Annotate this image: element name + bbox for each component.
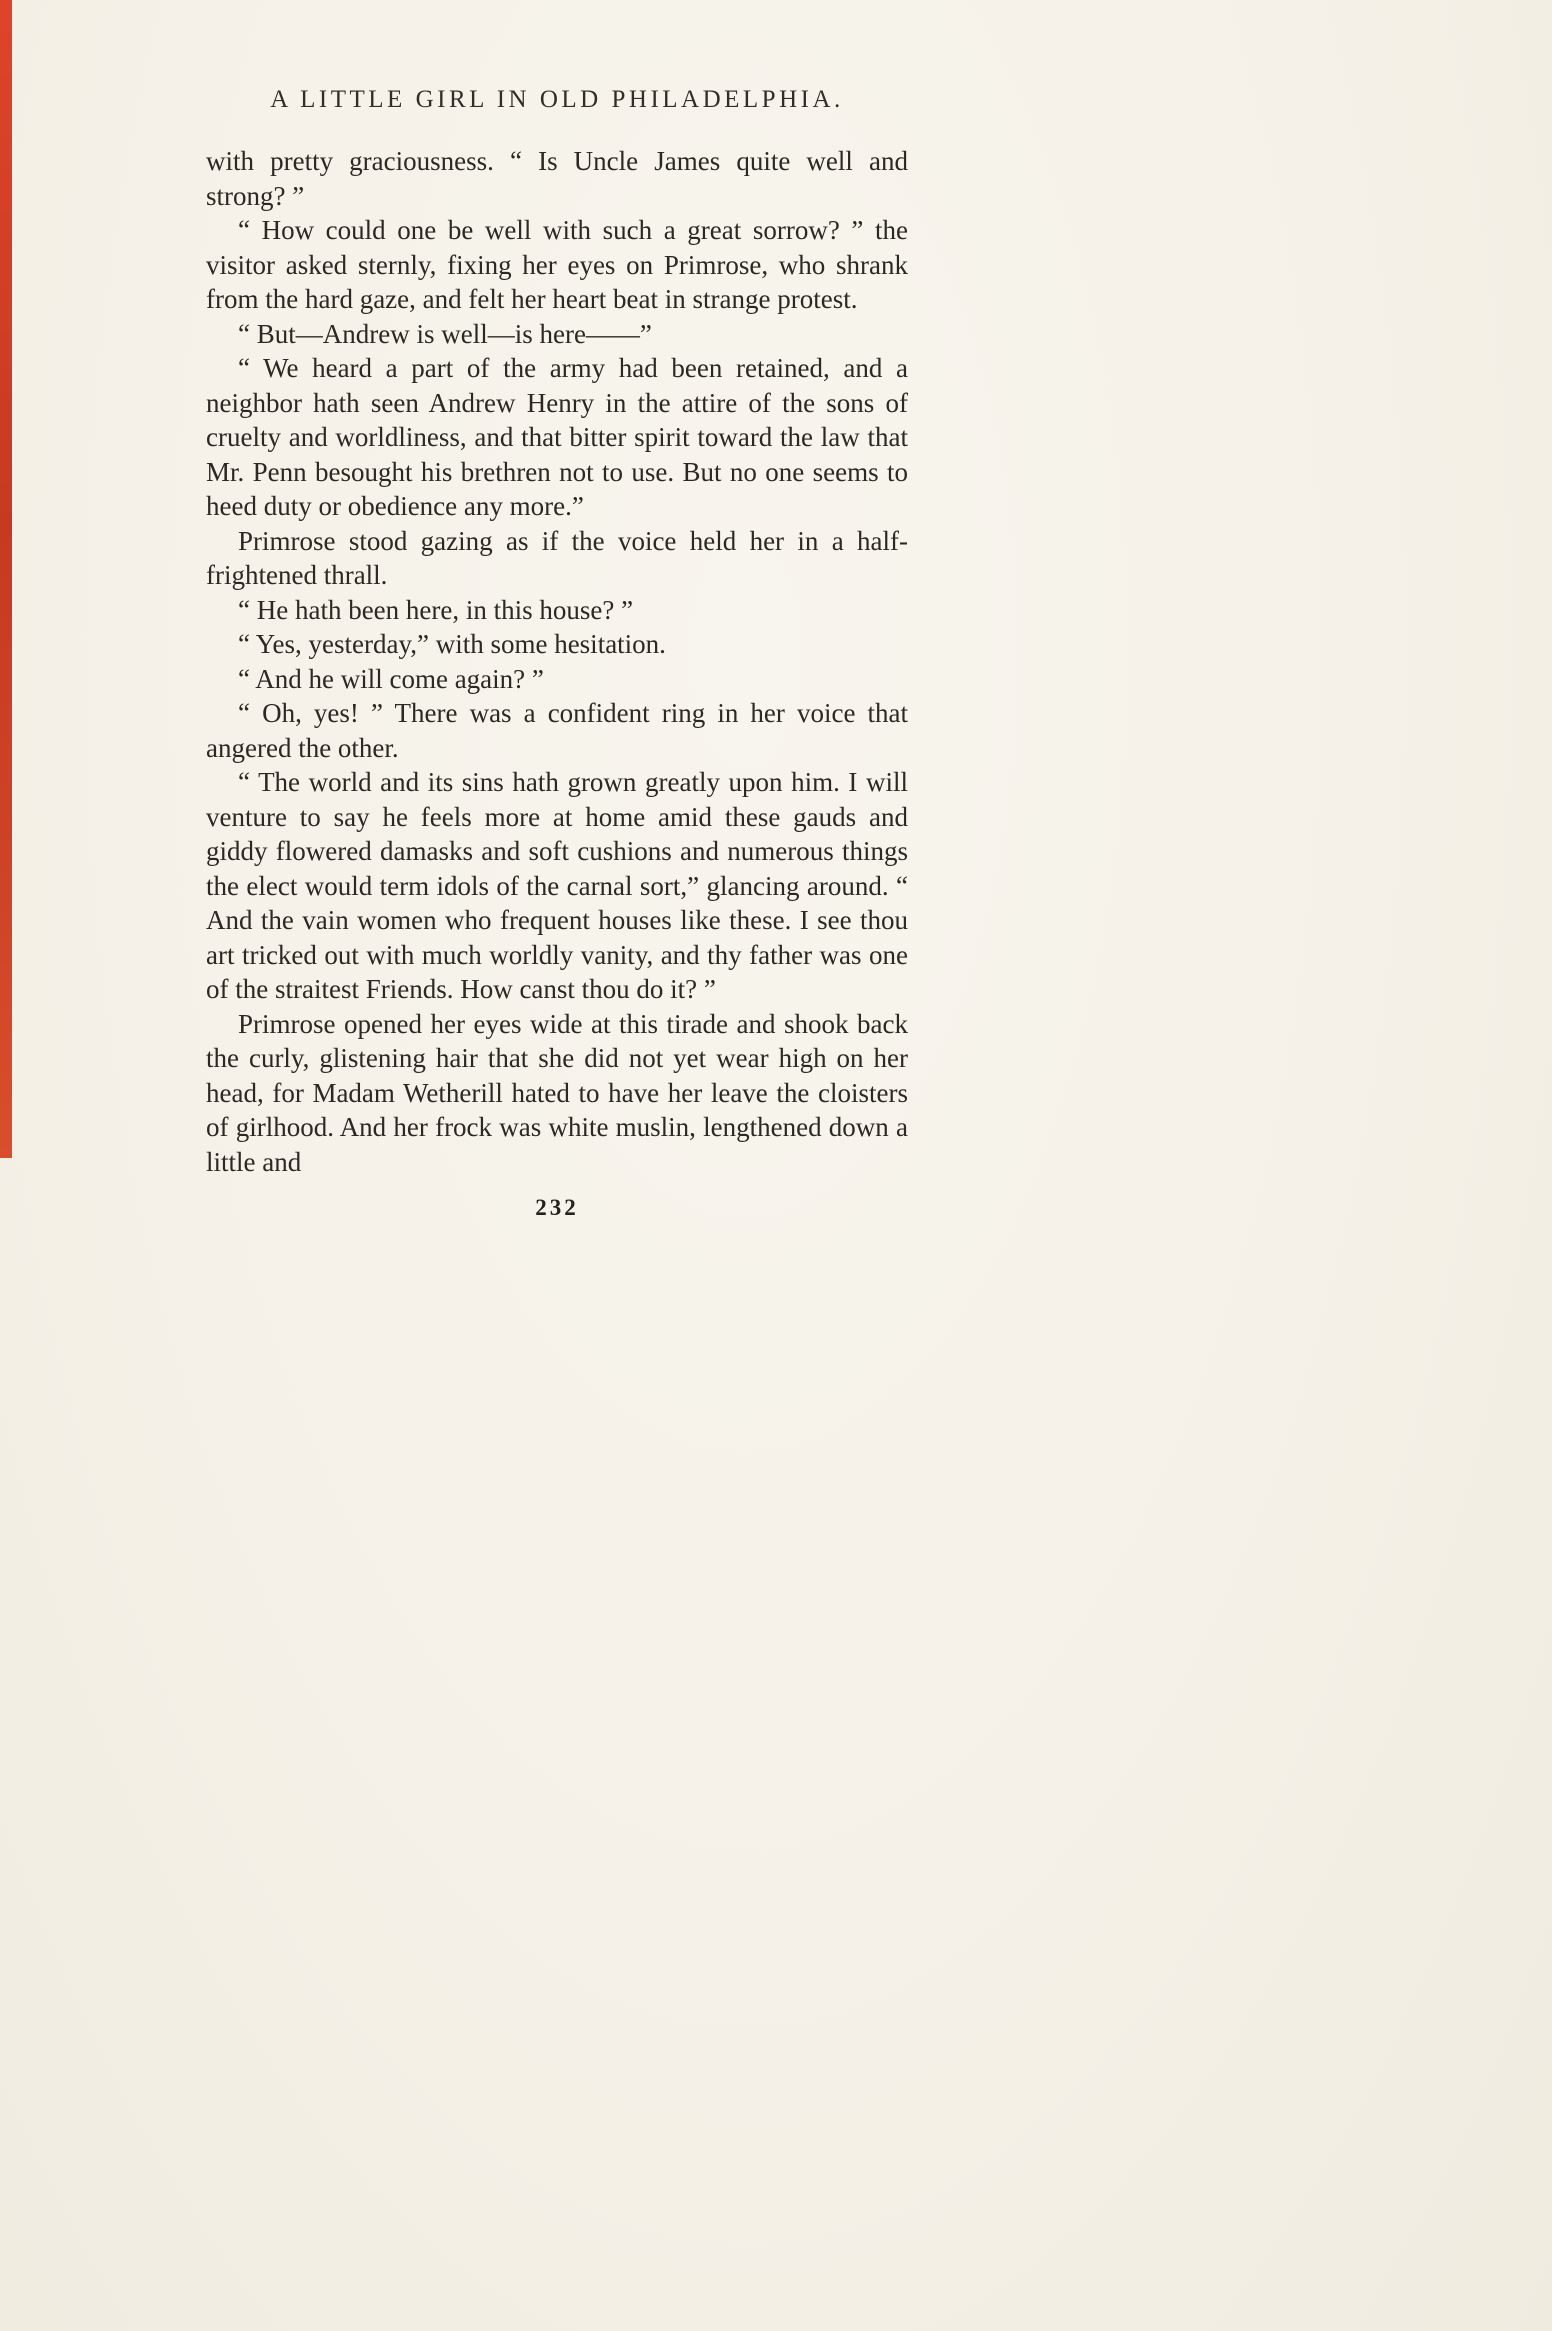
paragraph: “ Yes, yesterday,” with some hesitation. [238, 629, 666, 659]
book-page [206, 86, 908, 1221]
paragraph: “ And he will come again? ” [238, 663, 544, 694]
page-number: 232 [535, 1195, 579, 1220]
paragraph: with pretty graciousness. “ Is Uncle James quite well and strong? ” [206, 146, 908, 211]
paragraph: “ Oh, yes! ” There was a confident ring in her voice that angered the other. [206, 698, 908, 763]
scan-edge-artifact [0, 0, 12, 1158]
paragraph: “ But—Andrew is well—is here——” [238, 318, 652, 349]
paragraph: Primrose opened her eyes wide at this tirade and shook back the curly, glistening hair that she did not yet wear high on her head, for Madam Wetherill hated to have her leave the cloisters of girlhood. And her frock was white muslin, lengthened down a little and [206, 1008, 908, 1177]
paragraph: “ The world and its sins hath grown greatly upon him. I will venture to say he feels more at home amid these gauds and giddy flowered damasks and soft cushions and numerous things the elect would term idols of the carnal sort,” glancing around. “ And the vain women who frequent houses like these. I see thou art tricked out with much worldly vanity, and thy father was one of the straitest Friends. How canst thou do it? ” [206, 767, 908, 1004]
running-header: A LITTLE GIRL IN OLD PHILADELPHIA. [270, 86, 844, 113]
paragraph: Primrose stood gazing as if the voice held her in a half-frightened thrall. [206, 525, 908, 590]
text-block [206, 144, 908, 1179]
paragraph: “ How could one be well with such a great sorrow? ” the visitor asked sternly, fixing her eyes on Primrose, who shrank from the hard gaze, and felt her heart beat in strange protest. [206, 215, 908, 314]
paragraph: “ We heard a part of the army had been retained, and a neighbor hath seen Andrew Henry in the attire of the sons of cruelty and worldliness, and that bitter spirit toward the law that Mr. Penn besought his brethren not to use. But no one seems to heed duty or obedience any more.” [206, 353, 908, 521]
paragraph: “ He hath been here, in this house? ” [238, 594, 634, 625]
